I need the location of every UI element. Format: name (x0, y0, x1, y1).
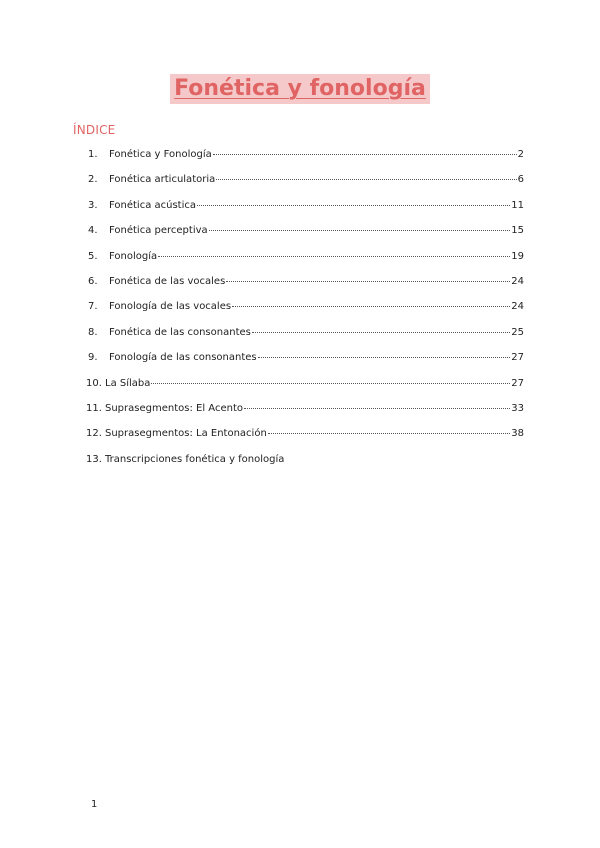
toc-entry-title: Suprasegmentos: El Acento (105, 402, 243, 414)
document-title: Fonética y fonología (170, 74, 430, 104)
toc-entry-number: 8. (88, 326, 98, 338)
toc-dot-leader (209, 230, 511, 231)
toc-dot-leader (244, 408, 510, 409)
toc-entry-title: Fonética de las vocales (109, 275, 226, 287)
title-container (0, 74, 600, 104)
toc-dot-leader (197, 205, 510, 206)
toc-dot-leader (151, 383, 510, 384)
toc-entry-page: 6 (517, 174, 524, 186)
toc-entry-number: 3. (88, 199, 98, 211)
toc-entry-page: 19 (511, 250, 524, 262)
toc-dot-leader (252, 332, 510, 333)
toc-entry-number: 1. (88, 149, 98, 160)
toc-entry-number: 7. (88, 301, 98, 313)
toc-entry[interactable] (88, 378, 524, 403)
toc-entry-title: Suprasegmentos: La Entonación (105, 428, 267, 440)
toc-entry-page: 24 (511, 301, 524, 313)
toc-entry[interactable] (88, 301, 524, 326)
toc-entry[interactable] (88, 225, 524, 250)
toc-entry-number: 10. (86, 377, 102, 389)
toc-entry-number: 2. (88, 174, 98, 186)
toc-entry-title: Fonética de las consonantes (109, 326, 251, 338)
toc-entry-page: 11 (511, 199, 524, 211)
toc-entry-page: 2 (517, 149, 524, 160)
toc-entry-title: Fonología de las vocales (109, 301, 232, 313)
toc-entry[interactable] (88, 352, 524, 377)
toc-entry-title: Fonética articulatoria (109, 174, 216, 186)
toc-dot-leader (258, 357, 511, 358)
toc-entry-number: 4. (88, 225, 98, 237)
toc-dot-leader (216, 179, 516, 180)
toc-entry[interactable] (88, 174, 524, 199)
toc-entry-page: 38 (511, 428, 524, 440)
toc-entry-number: 9. (88, 352, 98, 364)
toc-entry-page: 15 (511, 225, 524, 237)
toc-entry-title: Transcripciones fonética y fonología (105, 453, 285, 465)
toc-entry-number: 5. (88, 250, 98, 262)
toc-dot-leader (158, 256, 510, 257)
toc-entry[interactable] (88, 454, 524, 479)
toc-dot-leader (232, 306, 510, 307)
toc-entry[interactable] (88, 327, 524, 352)
toc-dot-leader (268, 433, 510, 434)
table-of-contents (88, 149, 524, 479)
toc-dot-leader (213, 154, 517, 155)
toc-heading: ÍNDICE (73, 123, 116, 137)
toc-entry-title: Fonología (109, 250, 158, 262)
toc-entry-title: Fonología de las consonantes (109, 352, 257, 364)
toc-entry-number: 6. (88, 275, 98, 287)
toc-entry[interactable] (88, 149, 524, 174)
toc-entry[interactable] (88, 403, 524, 428)
toc-entry[interactable] (88, 428, 524, 453)
toc-entry-number: 12. (86, 428, 102, 440)
toc-entry-title: La Sílaba (105, 377, 151, 389)
toc-entry[interactable] (88, 276, 524, 301)
toc-entry-title: Fonética y Fonología (109, 149, 212, 160)
toc-entry[interactable] (88, 200, 524, 225)
toc-entry-number: 11. (86, 402, 102, 414)
toc-entry-page: 24 (511, 275, 524, 287)
toc-entry-page: 33 (511, 402, 524, 414)
toc-entry[interactable] (88, 251, 524, 276)
toc-entry-page: 27 (511, 377, 524, 389)
toc-entry-title: Fonética acústica (109, 199, 197, 211)
toc-entry-page: 25 (511, 326, 524, 338)
toc-entry-title: Fonética perceptiva (109, 225, 208, 237)
page-number: 1 (91, 799, 98, 810)
toc-dot-leader (226, 281, 510, 282)
toc-entry-page: 27 (511, 352, 524, 364)
toc-entry-number: 13. (86, 453, 102, 465)
